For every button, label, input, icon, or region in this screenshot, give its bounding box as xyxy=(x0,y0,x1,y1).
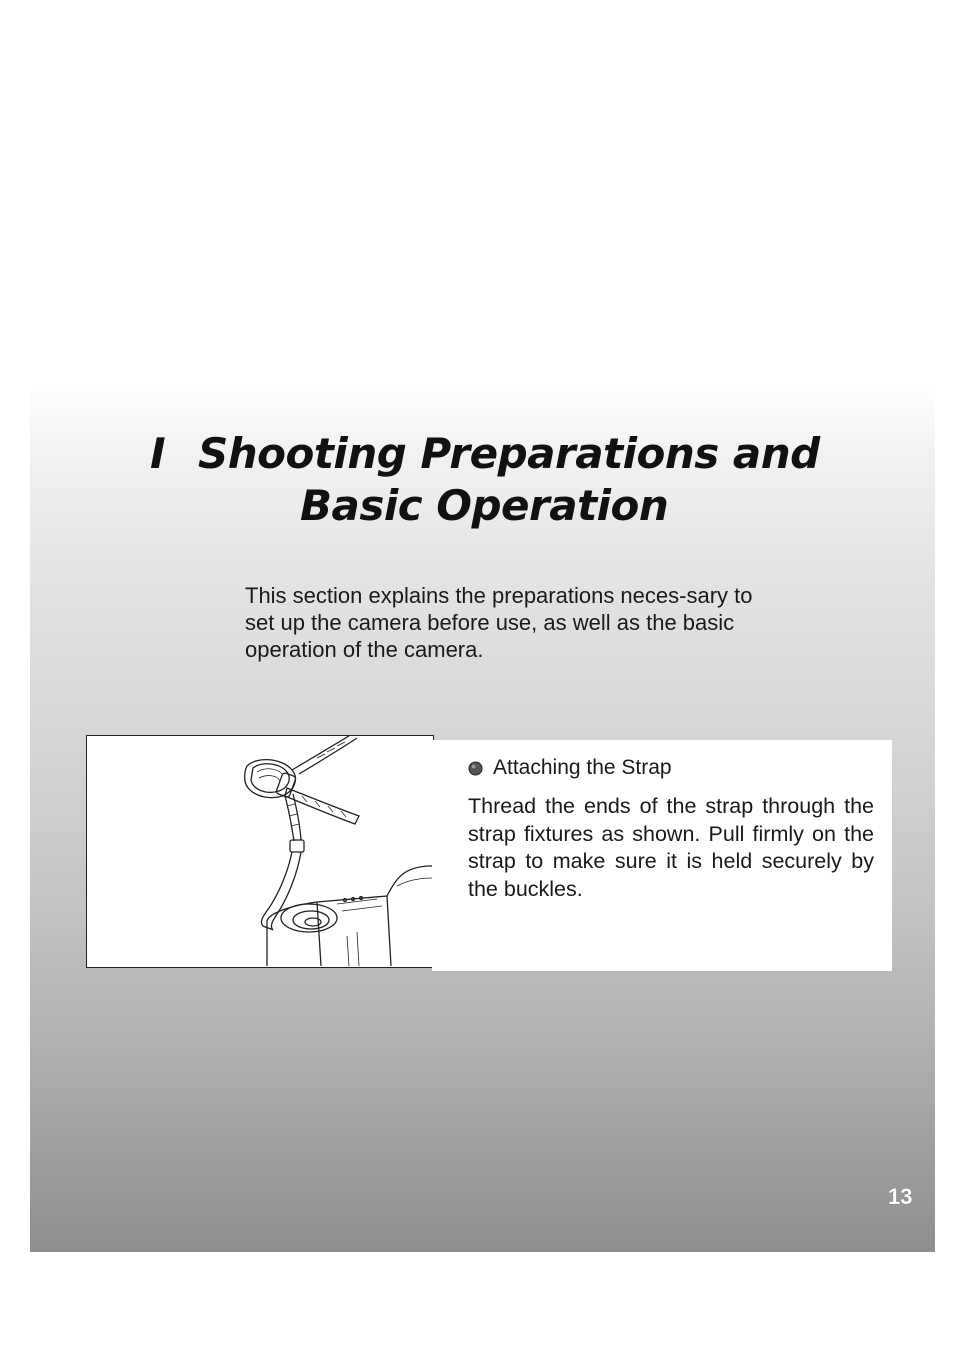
section-body: Thread the ends of the strap through the strap fixtures as shown. Pull firmly on the strap to make sure it is held securely by the buckles. xyxy=(468,794,874,901)
strap-illustration-box xyxy=(86,735,434,968)
section-heading xyxy=(468,756,672,780)
bullet-circle-icon xyxy=(468,761,483,776)
chapter-title-line-1: Shooting Preparations and xyxy=(198,429,820,478)
chapter-title-line-2: Basic Operation xyxy=(300,481,669,530)
section-heading-text: Attaching the Strap xyxy=(493,756,672,779)
intro-paragraph: This section explains the preparations neces-sary to set up the camera before use, as well as the basic operation of the camera. xyxy=(245,583,753,662)
strap-instructions-box xyxy=(432,740,892,971)
page-number: 13 xyxy=(888,1184,913,1209)
chapter-number: I xyxy=(150,429,166,478)
camera-strap-illustration xyxy=(87,736,433,967)
chapter-title xyxy=(150,428,870,532)
